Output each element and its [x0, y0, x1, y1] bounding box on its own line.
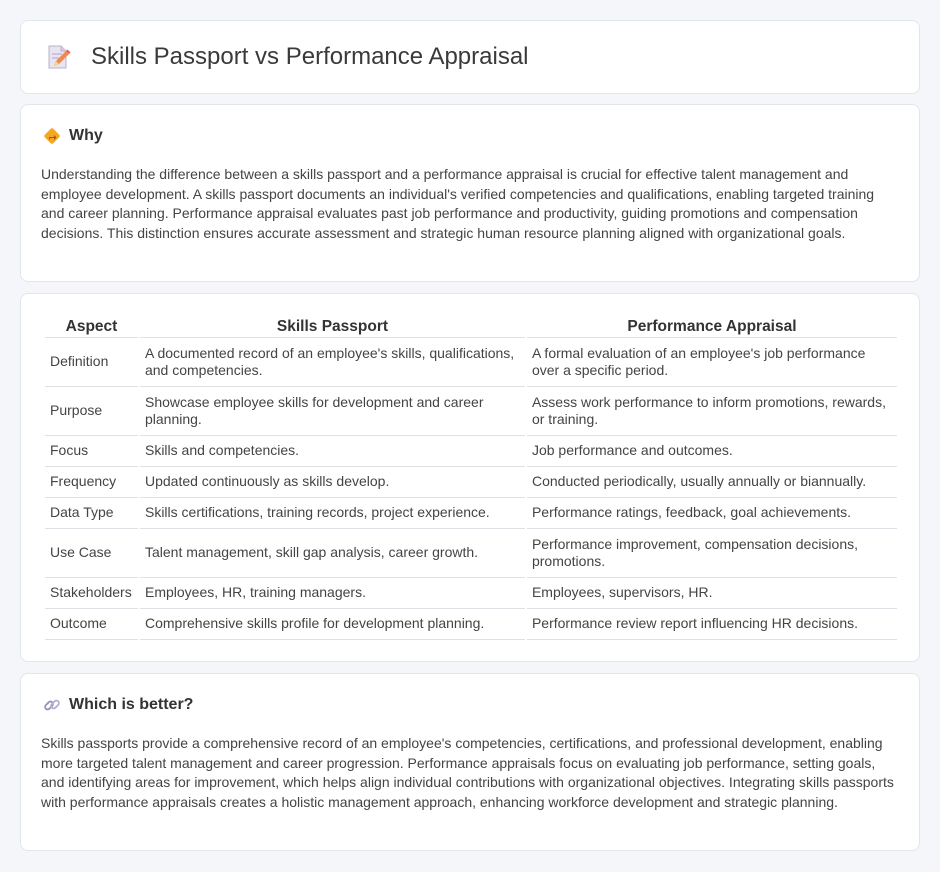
- column-header-skills-passport: Skills Passport: [140, 316, 525, 338]
- better-heading: [43, 696, 193, 714]
- skills-passport-cell: Updated continuously as skills develop.: [140, 467, 525, 498]
- performance-appraisal-cell: Performance review report influencing HR decisions.: [527, 609, 897, 640]
- performance-appraisal-cell: A formal evaluation of an employee's job performance over a specific period.: [527, 338, 897, 387]
- why-text: Understanding the difference between a skills passport and a performance appraisal is crucial for effective talent management and employee development. A skills passport documents an individual's verified competencies and qualifications, enabling targeted training and career planning. Performance appraisal evaluates past job performance and productivity, guiding promotions and compensation decisions. This distinction ensures accurate assessment and strategic human resource planning aligned with organizational goals.: [41, 166, 875, 241]
- page-title: Skills Passport vs Performance Appraisal: [91, 43, 529, 70]
- skills-passport-cell: Skills and competencies.: [140, 436, 525, 467]
- table-row: [45, 467, 897, 498]
- aspect-cell: Data Type: [45, 498, 138, 529]
- performance-appraisal-cell: Employees, supervisors, HR.: [527, 578, 897, 609]
- performance-appraisal-cell: Performance improvement, compensation decisions, promotions.: [527, 529, 897, 578]
- aspect-cell: Frequency: [45, 467, 138, 498]
- skills-passport-cell: Comprehensive skills profile for development planning.: [140, 609, 525, 640]
- title-card: [20, 20, 920, 94]
- table-row: [45, 338, 897, 387]
- skills-passport-cell: Employees, HR, training managers.: [140, 578, 525, 609]
- aspect-cell: Definition: [45, 338, 138, 387]
- table-row: [45, 387, 897, 436]
- skills-passport-cell: Showcase employee skills for development and career planning.: [140, 387, 525, 436]
- aspect-cell: Stakeholders: [45, 578, 138, 609]
- why-title: Why: [69, 127, 103, 144]
- table-row: [45, 498, 897, 529]
- column-header-aspect: Aspect: [45, 316, 138, 338]
- column-header-performance-appraisal: Performance Appraisal: [527, 316, 897, 338]
- table-row: [45, 578, 897, 609]
- comparison-section: [20, 293, 920, 662]
- performance-appraisal-cell: Job performance and outcomes.: [527, 436, 897, 467]
- performance-appraisal-cell: Conducted periodically, usually annually or biannually.: [527, 467, 897, 498]
- document-pencil-icon: [45, 44, 71, 70]
- table-row: [45, 436, 897, 467]
- link-icon: [43, 696, 61, 714]
- which-is-better-section: [20, 673, 920, 851]
- performance-appraisal-cell: Assess work performance to inform promotions, rewards, or training.: [527, 387, 897, 436]
- better-title: Which is better?: [69, 696, 194, 713]
- skills-passport-cell: Talent management, skill gap analysis, career growth.: [140, 529, 525, 578]
- diamond-signpost-icon: [43, 127, 61, 145]
- page-header: [45, 43, 529, 71]
- aspect-cell: Purpose: [45, 387, 138, 436]
- skills-passport-cell: Skills certifications, training records, project experience.: [140, 498, 525, 529]
- performance-appraisal-cell: Performance ratings, feedback, goal achievements.: [527, 498, 897, 529]
- why-heading: [43, 127, 103, 145]
- aspect-cell: Outcome: [45, 609, 138, 640]
- table-row: [45, 529, 897, 578]
- table-row: [45, 609, 897, 640]
- why-section: [20, 104, 920, 282]
- table-header-row: [45, 316, 897, 338]
- aspect-cell: Use Case: [45, 529, 138, 578]
- better-text: Skills passports provide a comprehensive record of an employee's competencies, certifications, and professional development, enabling more targeted talent management and career progression. Performance appraisals focus on evaluating job performance, setting goals, and identifying areas for improvement, which helps align individual contributions with organizational objectives. Integrating skills passports with performance appraisals creates a holistic management approach, enhancing workforce development and strategic planning.: [41, 735, 894, 810]
- skills-passport-cell: A documented record of an employee's skills, qualifications, and competencies.: [140, 338, 525, 387]
- aspect-cell: Focus: [45, 436, 138, 467]
- comparison-table: [43, 316, 899, 640]
